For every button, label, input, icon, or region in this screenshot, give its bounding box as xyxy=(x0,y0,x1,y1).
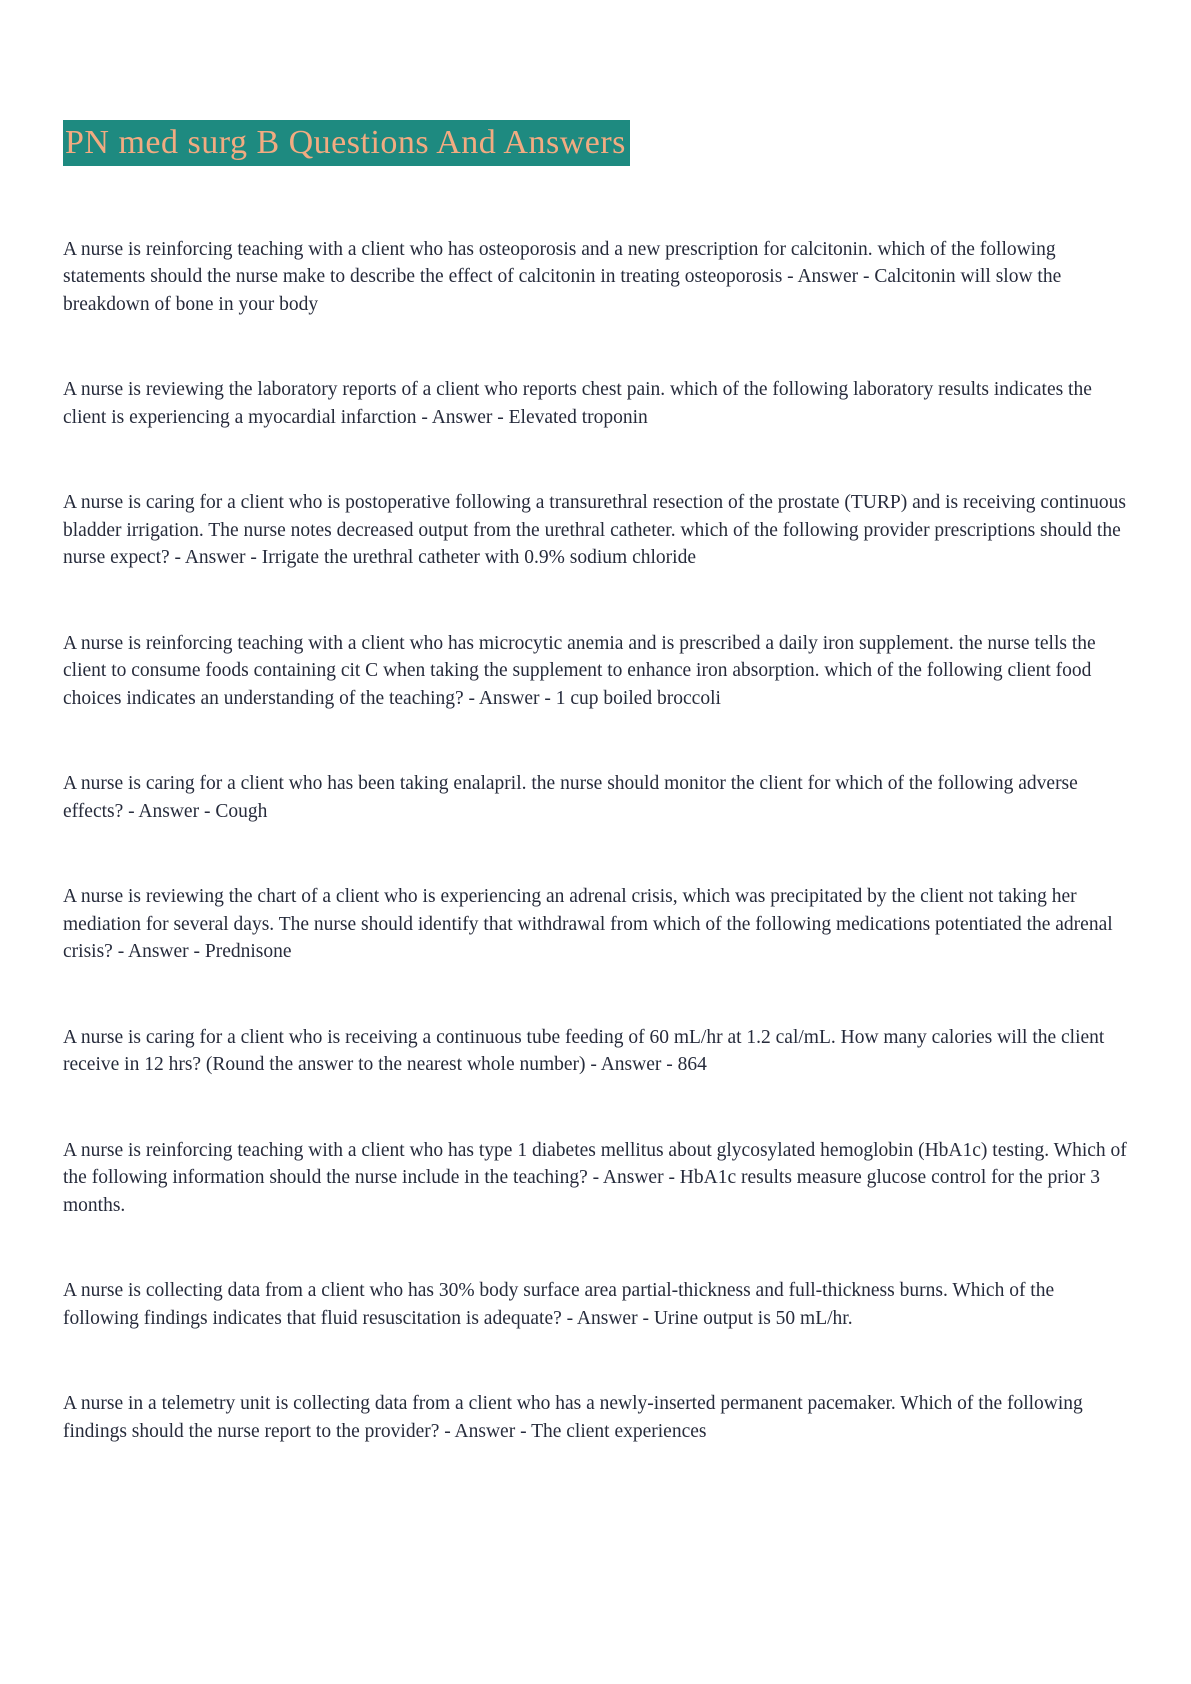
page-title: PN med surg B Questions And Answers xyxy=(63,120,630,166)
qa-paragraph-6: A nurse is reviewing the chart of a client who is experiencing an adrenal crisis, which was precipitated by the client not taking her mediation for several days. The nurse should identify that withdrawal from which of the following medications potentiated the adrenal crisis? - Answer - Prednisone xyxy=(63,886,1113,963)
qa-paragraph-8: A nurse is reinforcing teaching with a client who has type 1 diabetes mellitus about glycosylated hemoglobin (HbA1c) testing. Which of the following information should the nurse include in the teaching? - Answer - HbA1c results measure glucose control for the prior 3 months. xyxy=(63,1139,1127,1216)
qa-list xyxy=(63,236,1131,1446)
qa-paragraph-2: A nurse is reviewing the laboratory reports of a client who reports chest pain. which of the following laboratory results indicates the client is experiencing a myocardial infarction - Answer - Elevated troponin xyxy=(63,379,1092,428)
qa-paragraph-4: A nurse is reinforcing teaching with a client who has microcytic anemia and is prescribed a daily iron supplement. the nurse tells the client to consume foods containing cit C when taking the supplement to enhance iron absorption. which of the following client food choices indicates an understanding of the teaching? - Answer - 1 cup boiled broccoli xyxy=(63,632,1096,709)
qa-paragraph-5: A nurse is caring for a client who has been taking enalapril. the nurse should monitor the client for which of the following adverse effects? - Answer - Cough xyxy=(63,773,1078,822)
qa-paragraph-9: A nurse is collecting data from a client who has 30% body surface area partial-thickness and full-thickness burns. Which of the following findings indicates that fluid resuscitation is adequate? - Answer - Urine output is 50 mL/hr. xyxy=(63,1280,1055,1329)
qa-paragraph-3: A nurse is caring for a client who is postoperative following a transurethral resection of the prostate (TURP) and is receiving continuous bladder irrigation. The nurse notes decreased output from the urethral catheter. which of the following provider prescriptions should the nurse expect? - Answer - Irrigate the urethral catheter with 0.9% sodium chloride xyxy=(63,492,1127,569)
qa-paragraph-7: A nurse is caring for a client who is receiving a continuous tube feeding of 60 mL/hr at 1.2 cal/mL. How many calories will the client receive in 12 hrs? (Round the answer to the nearest whole number) - Answer - 864 xyxy=(63,1026,1105,1076)
qa-paragraph-10: A nurse in a telemetry unit is collecting data from a client who has a newly-inserted permanent pacemaker. Which of the following findings should the nurse report to the provider? - Answer - The client experiences xyxy=(63,1393,1083,1442)
page-title-row xyxy=(63,120,1131,166)
qa-paragraph-1: A nurse is reinforcing teaching with a client who has osteoporosis and a new prescription for calcitonin. which of the following statements should the nurse make to describe the effect of calcitonin in treating osteoporosis - Answer - Calcitonin will slow the breakdown of bone in your body xyxy=(63,238,1062,315)
